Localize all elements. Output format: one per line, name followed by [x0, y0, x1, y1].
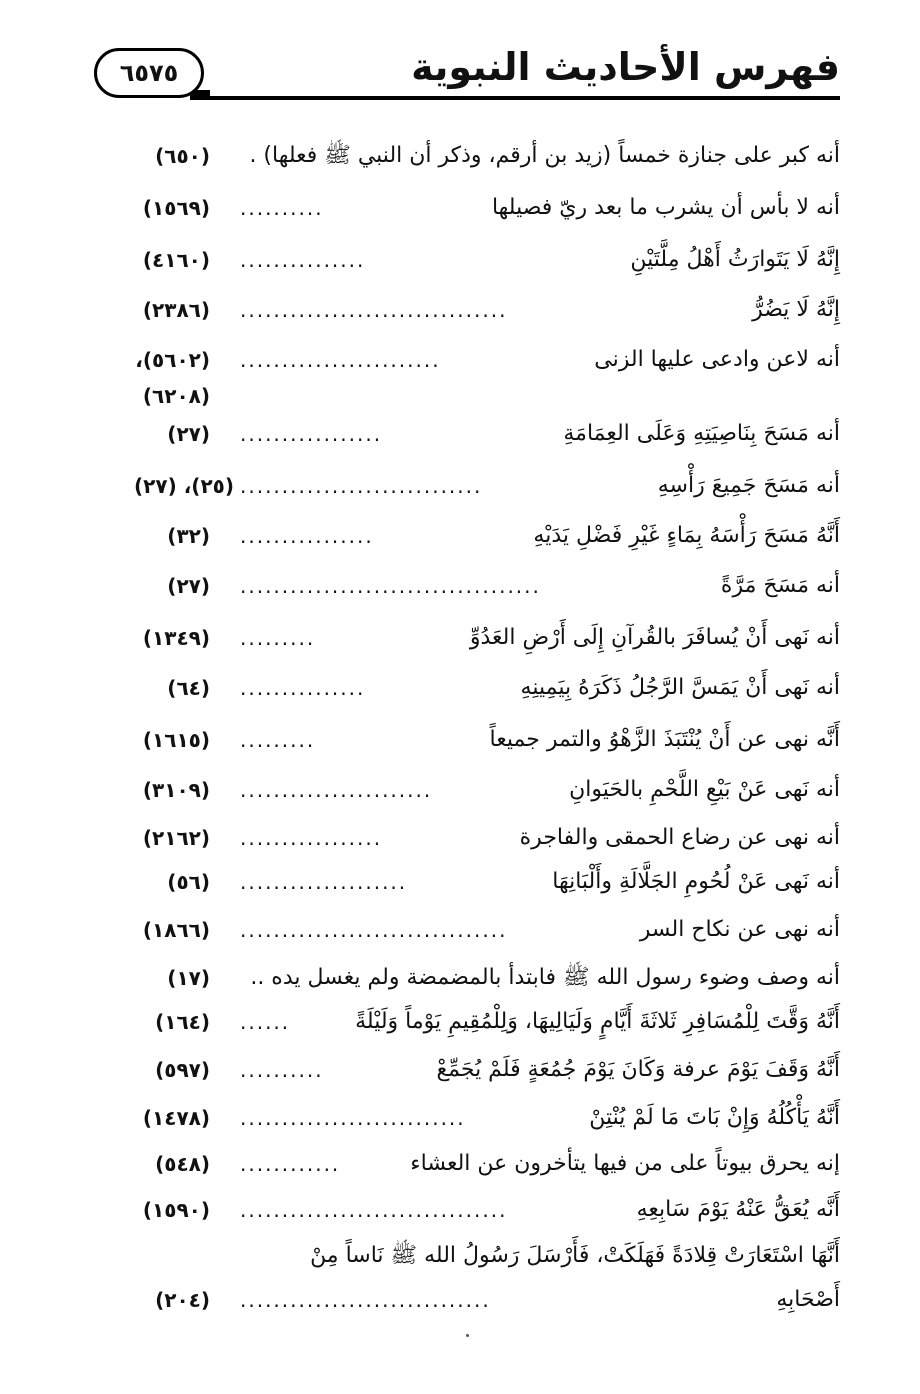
entry-leader-dots: ...............	[240, 676, 366, 700]
index-entry	[0, 958, 920, 998]
entry-text: إنه يحرق بيوتاً على من فيها يتأخرون عن العشاء	[410, 1151, 840, 1176]
index-entry	[0, 818, 920, 858]
entry-reference: (١٣٤٩)	[142, 626, 210, 650]
index-entry	[0, 618, 920, 658]
index-entry	[0, 340, 920, 408]
entry-reference: (١٨٦٦)	[142, 918, 210, 942]
entry-reference: (٥٦٠٢)،	[135, 348, 210, 372]
entry-leader-dots: .......................	[240, 778, 433, 802]
entry-reference: (١٦١٥)	[142, 728, 210, 752]
entry-reference: (٢١٦٢)	[142, 826, 210, 850]
entry-leader-dots: .............................	[240, 474, 483, 498]
index-entry	[0, 1144, 920, 1184]
entry-leader-dots: ................	[240, 524, 374, 548]
entry-reference: (٥٤٨)	[155, 1152, 210, 1176]
entry-leader-dots: ................................	[240, 918, 508, 942]
entry-text: أَنَّهُ وَقَفَ يَوْمَ عرفة وَكَانَ يَوْمَ جُمُعَةٍ فَلَمْ يُجَمِّعْ	[436, 1057, 840, 1082]
entry-text: إِنَّهُ لَا يَضُرُّ	[752, 297, 840, 322]
entry-text: أَنَّهَا اسْتَعَارَتْ قِلادَةً فَهَلَكَتْ، فَأَرْسَلَ رَسُولُ الله ﷺ نَاساً مِنْ	[310, 1243, 840, 1268]
entry-leader-dots: ..............................	[240, 1288, 491, 1312]
entry-reference: (١٤٧٨)	[142, 1106, 210, 1130]
entry-reference: (٣١٠٩)	[142, 778, 210, 802]
entry-reference: (٦٤)	[167, 676, 210, 700]
entry-text: أنه نَهى عَنْ بَيْعِ اللَّحْمِ بالحَيَوانِ	[569, 777, 840, 802]
index-entry	[0, 1190, 920, 1230]
entry-text: أنه كبر على جنازة خمساً (زيد بن أرقم، وذكر أن النبي ﷺ فعلها) .	[249, 143, 840, 168]
index-entry	[0, 240, 920, 280]
entry-text: إِنَّهُ لَا يَتَوارَثُ أَهْلُ مِلَّتَيْنِ	[630, 247, 840, 272]
entry-text: أنه مَسَحَ بِنَاصِيَتِهِ وَعَلَى العِمَامَةِ	[563, 421, 840, 446]
entry-leader-dots: .........	[240, 626, 316, 650]
entry-reference: (٤١٦٠)	[142, 248, 210, 272]
page-title: فهرس الأحاديث النبوية	[411, 45, 840, 89]
entry-leader-dots: .................	[240, 422, 383, 446]
entry-text: أنه وصف وضوء رسول الله ﷺ فابتدأ بالمضمضة ولم يغسل يده ..	[250, 965, 840, 990]
entry-reference: (٥٦)	[167, 870, 210, 894]
entry-text: أنه لاعن وادعى عليها الزنى	[594, 347, 840, 372]
entry-text: أنه لا بأس أن يشرب ما بعد ريّ فصيلها	[491, 195, 840, 220]
entry-text: أنه نهى عن رضاع الحمقى والفاجرة	[519, 825, 840, 850]
entry-text: أنه مَسَحَ مَرَّةً	[720, 573, 840, 598]
entry-reference: (١٦٤)	[155, 1010, 210, 1034]
entry-text-continued: أَصْحَابِهِ	[776, 1287, 840, 1312]
entry-text: أنه مَسَحَ جَمِيعَ رَأْسِهِ	[657, 473, 840, 498]
entry-reference: (٦٥٠)	[155, 144, 210, 168]
index-entry	[0, 1098, 920, 1138]
entry-leader-dots: .........	[240, 728, 316, 752]
entry-leader-dots: ....................	[240, 870, 408, 894]
page-number: ٦٥٧٥	[119, 59, 179, 87]
index-entry	[0, 1050, 920, 1090]
entry-leader-dots: ................................	[240, 298, 508, 322]
entry-leader-dots: ..........	[240, 1058, 324, 1082]
entry-reference: (٢٥)، (٢٧)	[134, 474, 234, 498]
index-entry	[0, 466, 920, 506]
entry-leader-dots: ................................	[240, 1198, 508, 1222]
entry-leader-dots: ............	[240, 1152, 341, 1176]
entry-reference: (٢٣٨٦)	[142, 298, 210, 322]
index-entry	[0, 910, 920, 950]
entry-leader-dots: ..........	[240, 196, 324, 220]
entry-text: أنه نَهى عَنْ لُحُومِ الجَلَّالَةِ وأَلْبَانِهَا	[552, 869, 840, 894]
index-entry	[0, 414, 920, 454]
entry-reference: (٣٢)	[167, 524, 210, 548]
entry-reference: (٢٧)	[167, 574, 210, 598]
entry-reference: (١٥٦٩)	[142, 196, 210, 220]
entry-text: أَنَّهُ مَسَحَ رَأْسَهُ بِمَاءٍ غَيْرِ فَضْلِ يَدَيْهِ	[533, 523, 840, 548]
entry-reference: (١٥٩٠)	[142, 1198, 210, 1222]
entry-reference: (١٧)	[167, 966, 210, 990]
index-entry	[0, 720, 920, 760]
entry-leader-dots: ....................................	[240, 574, 541, 598]
entry-text: أَنَّهُ يَأْكُلُهُ وَإِنْ بَاتَ مَا لَمْ يُنْتِنْ	[589, 1105, 840, 1130]
index-entry	[0, 668, 920, 708]
index-entry	[0, 770, 920, 810]
page-dot-mark	[466, 1334, 469, 1337]
entry-leader-dots: ........................	[240, 348, 441, 372]
index-entry	[0, 290, 920, 330]
index-entry	[0, 862, 920, 902]
index-entry	[0, 1236, 920, 1312]
entry-text: أنه نهى عن نكاح السر	[639, 917, 840, 942]
entry-text: أَنَّه يُعَقُّ عَنْهُ يَوْمَ سَابِعِهِ	[636, 1197, 840, 1222]
entry-leader-dots: ......	[240, 1010, 291, 1034]
entry-reference: (٥٩٧)	[155, 1058, 210, 1082]
index-entry	[0, 516, 920, 556]
entry-text: أَنَّه نهى عن أَنْ يُنْتَبَذَ الزَّهْوُ والتمر جميعاً	[489, 727, 840, 752]
index-entry	[0, 188, 920, 228]
entry-text: أنه نَهى أَنْ يُسافَرَ بالقُرآنِ إِلَى أَرْضِ العَدُوِّ	[469, 625, 840, 650]
entry-leader-dots: ...............	[240, 248, 366, 272]
entry-text: أنه نَهى أَنْ يَمَسَّ الرَّجُلُ ذَكَرَهُ بِيَمِينِهِ	[520, 675, 840, 700]
entry-reference: (٢٧)	[167, 422, 210, 446]
entry-leader-dots: ...........................	[240, 1106, 466, 1130]
entry-reference-continued: (٦٢٠٨)	[142, 384, 210, 408]
entry-text: أَنَّهُ وَقَّتَ لِلْمُسَافِرِ ثَلاثَةَ أَيَّامٍ وَلَيَالِيهَا، وَلِلْمُقِيمِ يَوْماً وَلَيْلَةً	[355, 1009, 840, 1034]
entry-leader-dots: .................	[240, 826, 383, 850]
index-entry	[0, 136, 920, 176]
index-entry	[0, 566, 920, 606]
index-entry	[0, 1002, 920, 1042]
entry-reference: (٢٠٤)	[155, 1288, 210, 1312]
